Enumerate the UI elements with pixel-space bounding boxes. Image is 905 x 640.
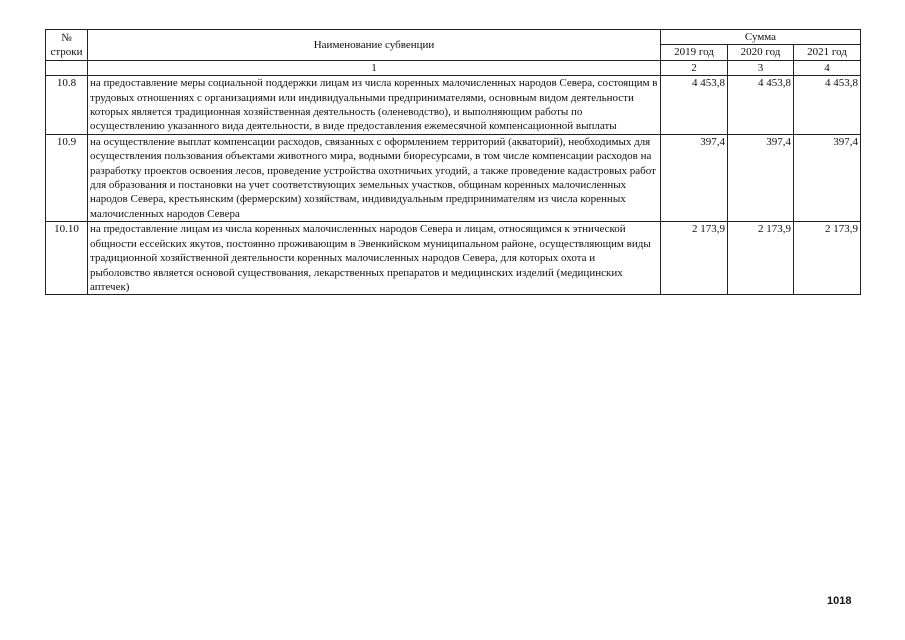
row-number: 10.9 (46, 134, 88, 221)
subvention-table (45, 29, 861, 295)
row-value-2019: 397,4 (661, 134, 728, 221)
row-value-2021: 4 453,8 (794, 76, 861, 135)
header-num-symbol: № (61, 31, 72, 44)
colnum-1: 1 (88, 60, 661, 75)
row-value-2020: 397,4 (728, 134, 794, 221)
colnum-empty (46, 60, 88, 75)
column-number-row (46, 60, 861, 75)
row-value-2019: 4 453,8 (661, 76, 728, 135)
row-description: на осуществление выплат компенсации расходов, связанных с оформлением территорий (акваторий), необходимых для осуществления пользования объектами животного мира, водными биоресурсами, в том числе компенсации расходов на разработку проектов освоения лесов, проведение устройства охотничьих угодий, а также проведение кадастровых работ для образования и постановки на учет соответствующих земельных участков, общинам коренных малочисленных народов Севера, крестьянским (фермерским) хозяйствам, индивидуальным предпринимателям из числа коренных малочисленных народов Севера (88, 134, 661, 221)
row-value-2021: 397,4 (794, 134, 861, 221)
header-num-word: строки (50, 45, 83, 58)
header-row-1 (46, 30, 861, 45)
row-description: на предоставление меры социальной поддержки лицам из числа коренных малочисленных народов Севера, состоящим в трудовых отношениях с организациями или индивидуальными предпринимателями, основным видом деятельности которых является традиционная хозяйственная деятельность (оленеводство), и выполняющим работы по осуществлению указанного вида деятельности, в виде предоставления ежемесячной компенсационной выплаты (88, 76, 661, 135)
table-row (46, 222, 861, 295)
row-value-2020: 2 173,9 (728, 222, 794, 295)
header-year-2019: 2019 год (661, 45, 728, 60)
header-row-number (46, 30, 88, 61)
header-year-2020: 2020 год (728, 45, 794, 60)
table-row (46, 134, 861, 221)
row-value-2019: 2 173,9 (661, 222, 728, 295)
colnum-2: 2 (661, 60, 728, 75)
colnum-4: 4 (794, 60, 861, 75)
row-number: 10.8 (46, 76, 88, 135)
row-value-2020: 4 453,8 (728, 76, 794, 135)
row-value-2021: 2 173,9 (794, 222, 861, 295)
row-description: на предоставление лицам из числа коренных малочисленных народов Севера и лицам, относящимся к этнической общности ессейских якутов, постоянно проживающим в Эвенкийском муниципальном районе, осуществляющим виды традиционной хозяйственной деятельности коренных малочисленных народов Севера, для которых охота и рыболовство является основой существования, лекарственных препаратов и медицинских изделий (медицинских аптечек) (88, 222, 661, 295)
header-sum: Сумма (661, 30, 861, 45)
header-name: Наименование субвенции (88, 30, 661, 61)
page-number: 1018 (827, 595, 852, 607)
row-number: 10.10 (46, 222, 88, 295)
table-row (46, 76, 861, 135)
header-year-2021: 2021 год (794, 45, 861, 60)
colnum-3: 3 (728, 60, 794, 75)
